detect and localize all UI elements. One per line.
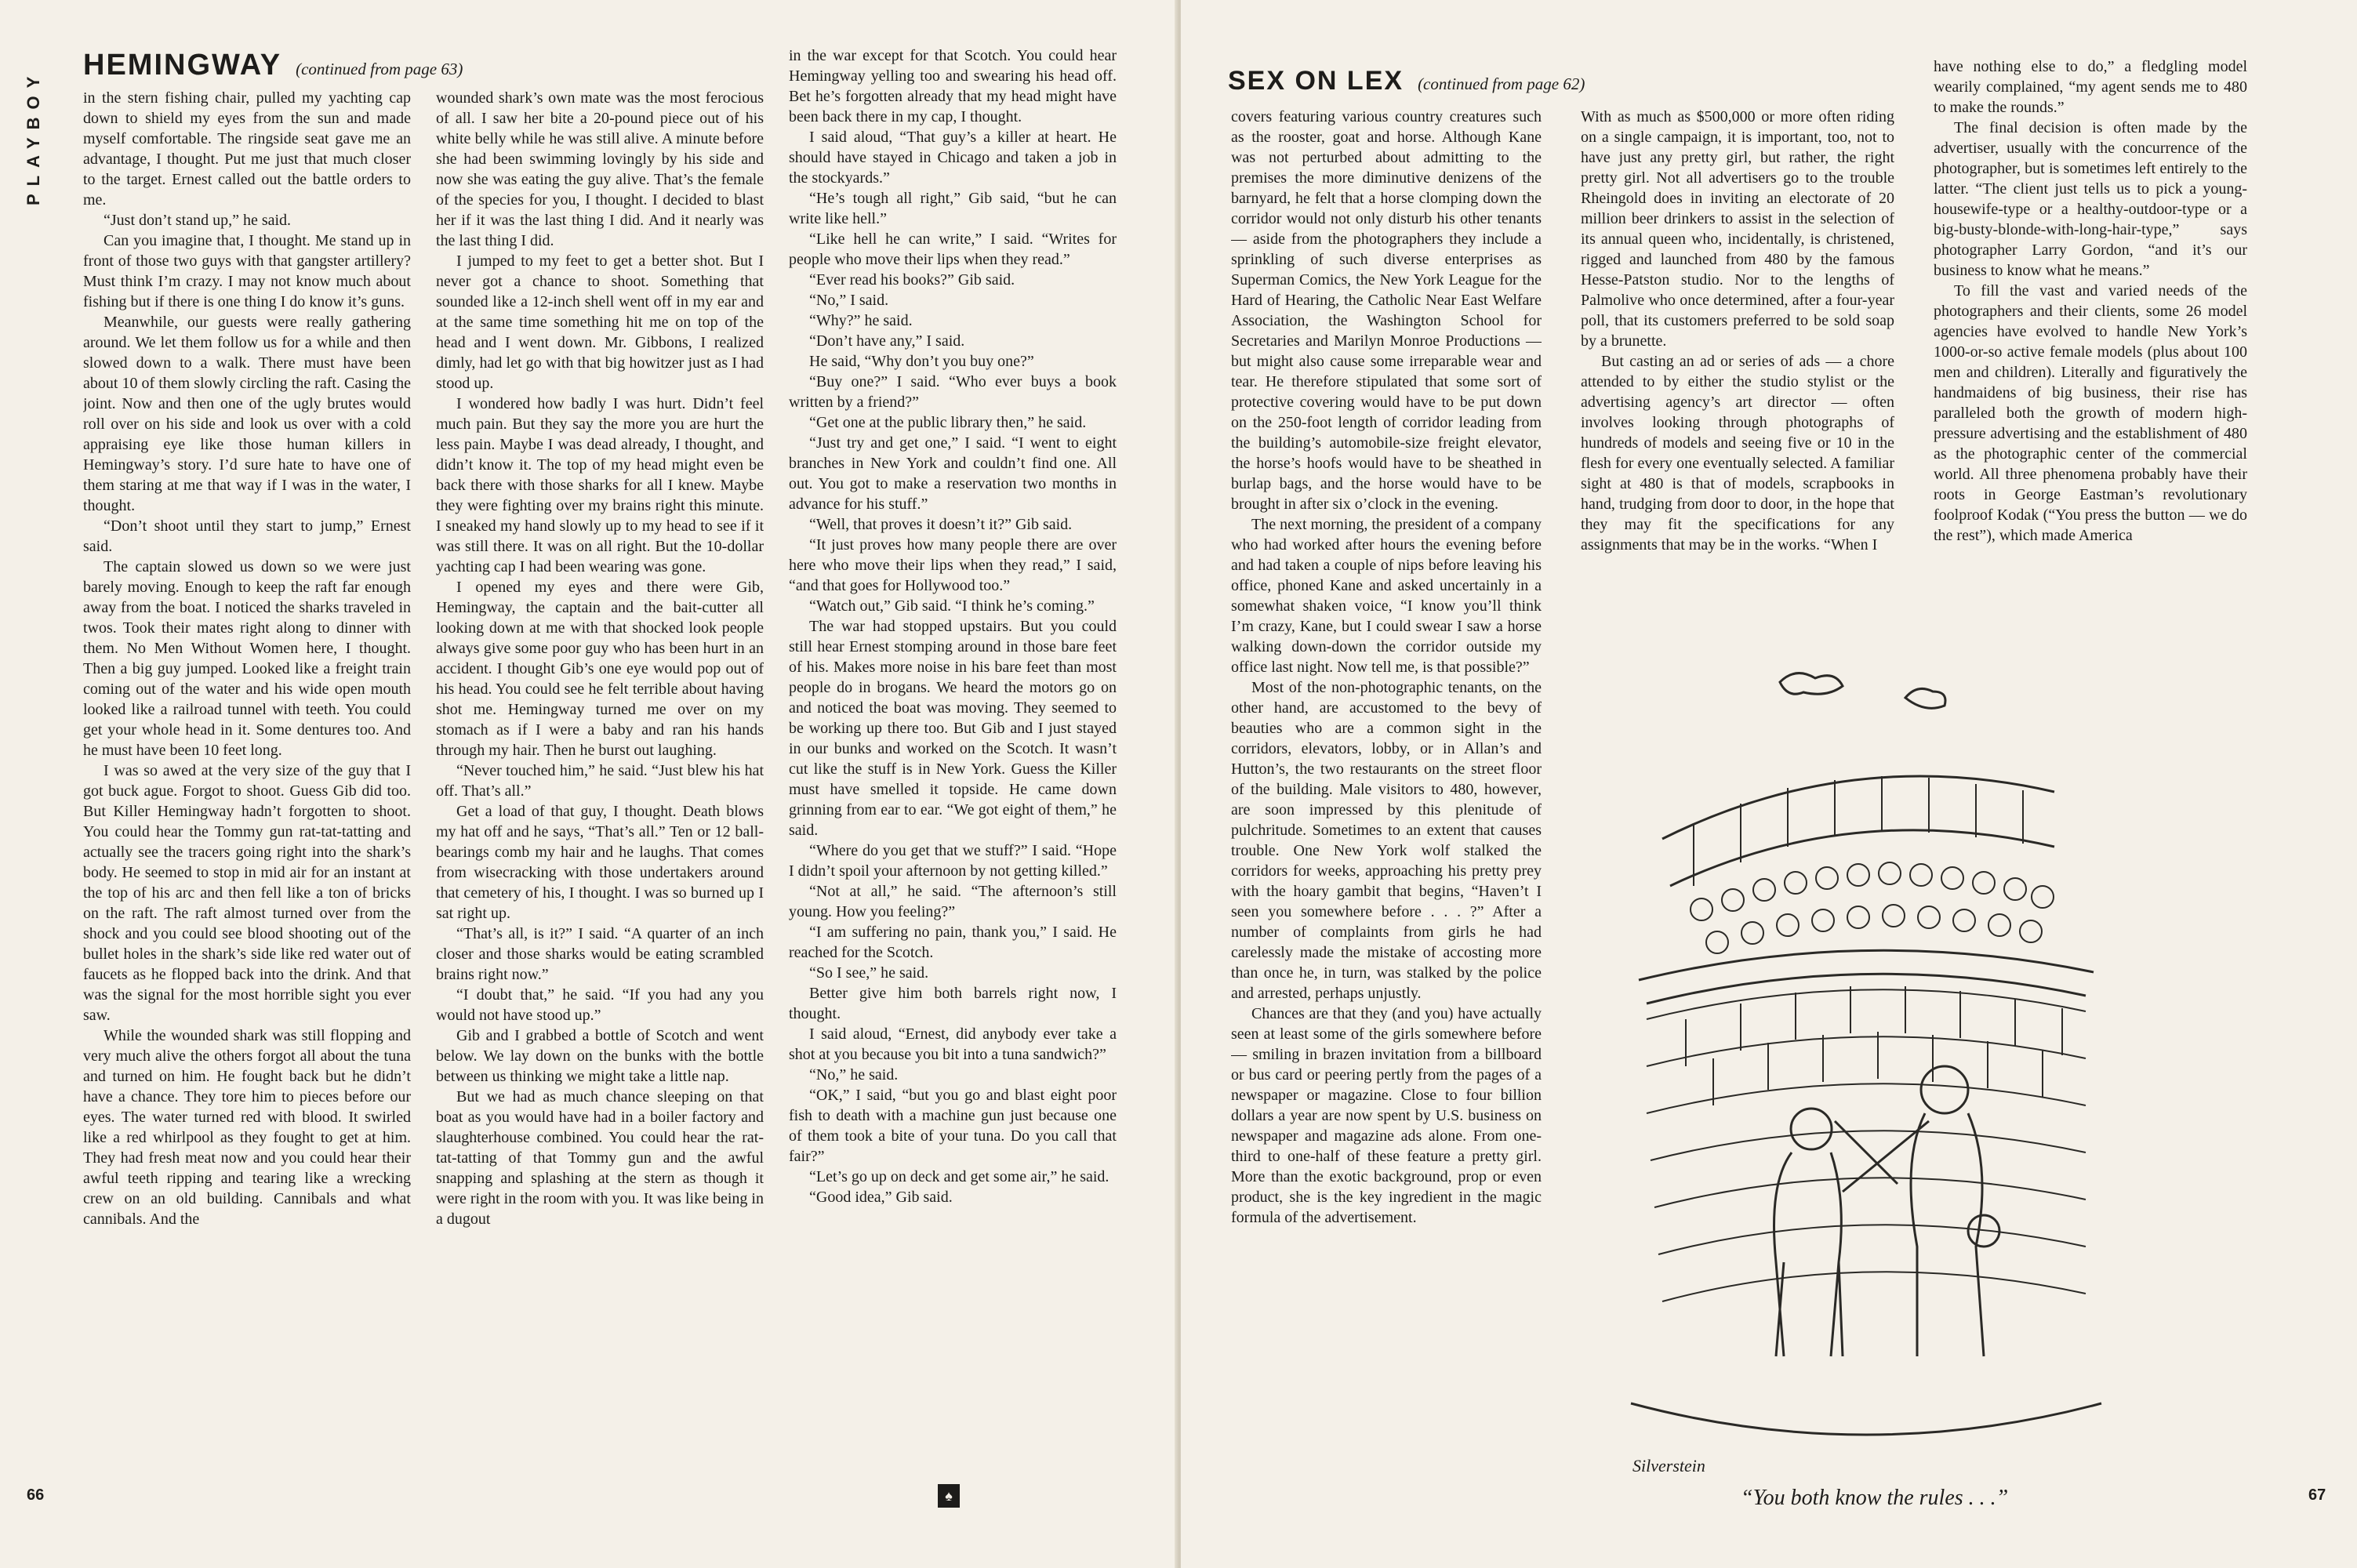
article-column-1 bbox=[83, 88, 411, 1505]
paragraph: wounded shark’s own mate was the most ferocious of all. I saw her bite a 20-pound piece out of his white belly while he was still alive. A minute before she had been swimming lovingly by his side and now she was eating the guy alive. That’s the female of the species for you, I thought. I decided to blast her if it was the last thing I did. And it nearly was the last thing I did. bbox=[436, 89, 764, 249]
paragraph: The final decision is often made by the advertiser, usually with the concurrence of the photographer, but is sometimes left entirely to the latter. “The client just tells us to pick a young-housewife-type or a healthy-outdoor-type or a big-busty-blonde-with-long-hair-type,” says photographer Larry Gordon, “and it’s our business to know what he means.” bbox=[1934, 119, 2247, 279]
paragraph: “Ever read his books?” Gib said. bbox=[809, 271, 1015, 289]
article-headline: SEX ON LEX bbox=[1228, 66, 1404, 96]
paragraph: “Well, that proves it doesn’t it?” Gib said. bbox=[809, 516, 1073, 533]
paragraph: “No,” he said. bbox=[809, 1066, 899, 1083]
article-column-3 bbox=[1934, 56, 2247, 640]
paragraph: “Buy one?” I said. “Who ever buys a book written by a friend?” bbox=[789, 373, 1117, 411]
continued-note: (continued from page 62) bbox=[1418, 74, 1585, 93]
paragraph: I jumped to my feet to get a better shot. But I never got a chance to shoot. Something that sounded like a 12-inch shell went off in my ear and at the same time something hit me on top of the head and I went down. Mr. Gibbons, I realized dimly, had let go with that big howitzer just as I had stood up. bbox=[436, 252, 764, 392]
paragraph: “I doubt that,” he said. “If you had any you would not have stood up.” bbox=[436, 986, 764, 1024]
end-mark-logo: ♠ bbox=[938, 1484, 960, 1508]
paragraph: have nothing else to do,” a fledgling model wearily complained, “my agent sends me to 480 to make the rounds.” bbox=[1934, 58, 2247, 116]
paragraph: Better give him both barrels right now, I thought. bbox=[789, 985, 1117, 1022]
paragraph: The captain slowed us down so we were just barely moving. Enough to keep the raft far enough away from the boat. I noticed the sharks traveled in twos. Took their mates right along to dinner with them. No Men Without Women here, I thought. Then a big guy jumped. Looked like a freight train coming out of the water and his wide open mouth looked like a railroad tunnel with teeth. You could get your whole head in it. Some dentures too. And he must have been 10 feet long. bbox=[83, 558, 411, 759]
paragraph: “That’s all, is it?” I said. “A quarter of an inch closer and those sharks would be eating scrambled brains right now.” bbox=[436, 925, 764, 983]
paragraph: I was so awed at the very size of the guy that I got buck ague. Forgot to shoot. Guess Gib did too. But Killer Hemingway hadn’t forgotten to shoot. You could hear the Tommy gun rat-tat-tatting and actually see the tracers going right into the shark’s body. He seemed to stop in mid air for an instant at the top of his arc and then fell like a ton of bricks on the raft. The raft almost turned over from the shock and you could see blood shooting out of the bullet holes in the shark’s side like red water out of faucets as he flopped back into the drink. And that was the signal for the most horrible sight you ever saw. bbox=[83, 762, 411, 1024]
paragraph: “Where do you get that we stuff?” I said. “Hope I didn’t spoil your afternoon by not getting killed.” bbox=[789, 842, 1117, 880]
paragraph: “No,” I said. bbox=[809, 292, 889, 309]
page-number-right: 67 bbox=[2308, 1486, 2326, 1504]
paragraph: Meanwhile, our guests were really gathering around. We let them follow us for a while and then slowed down to a walk. There must have been about 10 of them slowly circling the raft. Casing the joint. Now and then one of the ugly brutes would roll over on his side and look us over with a cold appraising eye like those human killers in Hemingway’s story. I’d sure hate to have one of them staring at me that way if I was in the water, I thought. bbox=[83, 314, 411, 514]
paragraph: “Just try and get one,” I said. “I went to eight branches in New York and couldn’t find one. All out. You got to make a reservation two months in advance for his stuff.” bbox=[789, 434, 1117, 513]
continued-note: (continued from page 63) bbox=[296, 60, 463, 78]
paragraph: “Watch out,” Gib said. “I think he’s coming.” bbox=[809, 597, 1095, 615]
paragraph: “Don’t have any,” I said. bbox=[809, 332, 965, 350]
cartoon-caption: “You both know the rules . . .” bbox=[1741, 1486, 2009, 1510]
paragraph: in the war except for that Scotch. You could hear Hemingway yelling too and swearing his head off. Bet he’s forgotten already that my head might have been back there in my cap, I thought. bbox=[789, 47, 1117, 125]
paragraph: The war had stopped upstairs. But you could still hear Ernest stomping around in those bare feet of his. Makes more noise in his bare feet than most people do in brogans. We heard the motors go on and noticed the boat was moving. They seemed to be working up there too. But Gib and I just stayed in our bunks and worked on the Scotch. It wasn’t cut like the stuff is in New York. Guess the Killer must have smelled it topside. He came down grinning from ear to ear. “We got eight of them,” he said. bbox=[789, 618, 1117, 839]
article-column-2 bbox=[436, 88, 764, 1505]
paragraph: Gib and I grabbed a bottle of Scotch and went below. We lay down on the bunks with the bottle between us thinking we might take a little nap. bbox=[436, 1027, 764, 1085]
paragraph: “Don’t shoot until they start to jump,” Ernest said. bbox=[83, 517, 411, 555]
paragraph: “Get one at the public library then,” he said. bbox=[809, 414, 1087, 431]
paragraph: “Not at all,” he said. “The afternoon’s still young. How you feeling?” bbox=[789, 883, 1117, 920]
article-column-2 bbox=[1581, 107, 1894, 640]
paragraph: He said, “Why don’t you buy one?” bbox=[809, 353, 1034, 370]
paragraph: I said aloud, “Ernest, did anybody ever take a shot at you because you bit into a tuna sandwich?” bbox=[789, 1025, 1117, 1063]
paragraph: “Good idea,” Gib said. bbox=[809, 1189, 953, 1206]
paragraph: Chances are that they (and you) have actually seen at least some of the girls somewhere before — smiling in brazen invitation from a billboard or bus card or peering pertly from the pages of a newspaper or magazine. Close to four billion dollars a year are now spent by U.S. business on newspaper and magazine ads alone. From one-third to one-half of these feature a pretty girl. More than the exotic background, prop or even product, she is the key ingredient in the magic formula of the advertisement. bbox=[1231, 1005, 1542, 1226]
paragraph: “Let’s go up on deck and get some air,” he said. bbox=[809, 1168, 1109, 1185]
paragraph: in the stern fishing chair, pulled my yachting cap down to shield my eyes from the sun and made myself comfortable. The ringside seat gave me an advantage, I thought. Put me just that much closer to the target. Ernest called out the battle orders to me. bbox=[83, 89, 411, 209]
paragraph: I said aloud, “That guy’s a killer at heart. He should have stayed in Chicago and taken a job in the stockyards.” bbox=[789, 129, 1117, 187]
paragraph: I opened my eyes and there were Gib, Hemingway, the captain and the bait-cutter all looking down at me with that shocked look people always give some poor guy who has been hurt in an accident. I thought Gib’s one eye would pop out of his head. You could see he felt terrible about having shot me. Hemingway turned me over on my stomach as if I were a baby and ran his hands through my hair. Then he burst out laughing. bbox=[436, 579, 764, 759]
left-page bbox=[0, 0, 1176, 1568]
paragraph: Get a load of that guy, I thought. Death blows my hat off and he says, “That’s all.” Ten or 12 ball-bearings comb my hair and he laughs. That comes from wisecracking with those undertakers around that cemetery of his, I thought. I was so burned up I sat right up. bbox=[436, 803, 764, 922]
cartoonist-signature: Silverstein bbox=[1632, 1456, 1705, 1475]
paragraph: Most of the non-photographic tenants, on the other hand, are accustomed to the bevy of beauties who are a common sight in the corridors, elevators, lobby, or in Allan’s and Hutton’s, the two restaurants on the street floor of the building. Male visitors to 480, however, are soon impressed by this plenitude of pulchritude. Sometimes to an extent that causes trouble. One New York wolf stalked the corridors for weeks, approaching his pretty prey with the hoary gambit that begins, “Haven’t I seen you somewhere before . . . ?” After a number of complaints from girls he had carelessly made the mistake of accosting more than once he, in turn, was stalked by the police and arrested, perhaps unjustly. bbox=[1231, 679, 1542, 1002]
paragraph: “So I see,” he said. bbox=[809, 964, 929, 982]
paragraph: “I am suffering no pain, thank you,” I said. He reached for the Scotch. bbox=[789, 924, 1117, 961]
paragraph: But we had as much chance sleeping on that boat as you would have had in a boiler factory and slaughterhouse combined. You could hear the rat-tat-tatting of that Tommy gun and the awful snapping and splashing at the stern as though it were right in the room with you. It was like being in a dugout bbox=[436, 1088, 764, 1228]
paragraph: covers featuring various country creatures such as the rooster, goat and horse. Although Kane was not perturbed about admitting to the premises the more diminutive denizens of the barnyard, he felt that a horse clomping down the corridor would not only disturb his other tenants — aside from the photographers they include a sprinkling of such diverse enterprises as Superman Comics, the New York League for the Hard of Hearing, the Catholic Near East Welfare Association, the Washington School for Secretaries and Marilyn Monroe Productions — but might also cause some irreparable wear and tear. He therefore stipulated that some sort of protective covering would have to be put down on the 250-foot length of corridor leading from the building’s automobile-size freight elevator, the horse’s hoofs would have to be sheathed in burlap bags, and the horse would have to be brought in after six o’clock in the evening. bbox=[1231, 108, 1542, 513]
article-column-1 bbox=[1231, 107, 1542, 1518]
paragraph: With as much as $500,000 or more often riding on a single campaign, it is important, too, not to have just any pretty girl, but rather, the right pretty girl. Not all advertisers go to the trouble Rheingold does in inviting an electorate of 20 million beer drinkers to assist in the selection of its annual queen who, incidentally, is christened, rigged and launched from 480 by the famous Hesse-Patston studio. Nor to the lengths of Palmolive who once determined, after a four-year poll, that its customers preferred to be sold soap by a brunette. bbox=[1581, 108, 1894, 350]
article-column-3 bbox=[789, 45, 1117, 1477]
paragraph: “Why?” he said. bbox=[809, 312, 913, 329]
article-header bbox=[1228, 66, 1585, 96]
magazine-name: PLAYBOY bbox=[24, 68, 43, 206]
page-number-left: 66 bbox=[27, 1486, 45, 1504]
paragraph: The next morning, the president of a company who had worked after hours the evening before and had taken a couple of nips before leaving his office, phoned Kane and asked uncertainly in a somewhat shaken voice, “I know you’ll think I’m crazy, Kane, but I could swear I saw a horse walking down-down the corridor outside my office last night. Now tell me, is that possible?” bbox=[1231, 516, 1542, 676]
paragraph: “Like hell he can write,” I said. “Writes for people who move their lips when they read.” bbox=[789, 230, 1117, 268]
paragraph: “It just proves how many people there are over here who move their lips when they read,” I said, “and that goes for Hollywood too.” bbox=[789, 536, 1117, 594]
paragraph: “He’s tough all right,” Gib said, “but he can write like hell.” bbox=[789, 190, 1117, 227]
article-header bbox=[83, 49, 463, 82]
article-headline: HEMINGWAY bbox=[83, 49, 282, 82]
paragraph: To fill the vast and varied needs of the photographers and their clients, some 26 model agencies have evolved to handle New York’s 1000-or-so active female models (plus about 100 men and children). Literally and figuratively the handmaidens of big business, their rise has paralleled both the growth of modern high-pressure advertising and the establishment of 480 as the photographic center of the commercial world. All three phenomena probably have their roots in George Eastman’s revolutionary foolproof Kodak (“You press the button — we do the rest”), which made America bbox=[1934, 282, 2247, 544]
paragraph: “Just don’t stand up,” he said. bbox=[104, 212, 292, 229]
paragraph: “Never touched him,” he said. “Just blew his hat off. That’s all.” bbox=[436, 762, 764, 800]
paragraph: I wondered how badly I was hurt. Didn’t feel much pain. But they say the more you are hurt the less pain. Maybe I was dead already, I thought, and didn’t know it. The top of my head might even be back there with those sharks for all I knew. Maybe they were fighting over my brains right this minute. I sneaked my hand slowly up to my head to see if it was still there. It was on all right. But the 10-dollar yachting cap I had been wearing was gone. bbox=[436, 395, 764, 575]
paragraph: But casting an ad or series of ads — a chore attended to by either the studio stylist or the advertising agency’s art director — often involves looking through photographs of hundreds of models and seeing five or 10 in the flesh for every one eventually selected. A familiar sight at 480 is that of models, scrapbooks in hand, trudging from door to door, in the hope that they may fit the specifications for any assignments that may be in the works. “When I bbox=[1581, 353, 1894, 554]
paragraph: Can you imagine that, I thought. Me stand up in front of those two guys with that gangster artillery? Must think I’m crazy. I may not know much about fishing but if there is one thing I do know it’s guns. bbox=[83, 232, 411, 310]
paragraph: “OK,” I said, “but you go and blast eight poor fish to death with a machine gun just because one of them took a bite of your tuna. Do you call that fair?” bbox=[789, 1087, 1117, 1165]
paragraph: While the wounded shark was still flopping and very much alive the others forgot all about the tuna and turned on him. He fought back but he didn’t have a chance. They tore him to pieces before our eyes. The water turned red with blood. It swirled like a red whirlpool as they fought to get at him. They had fresh meat now and you could hear their awful teeth ripping and tearing like a wrecking crew on an old building. Cannibals and what cannibals. And the bbox=[83, 1027, 411, 1228]
cartoon-arena-illustration bbox=[1615, 651, 2117, 1474]
